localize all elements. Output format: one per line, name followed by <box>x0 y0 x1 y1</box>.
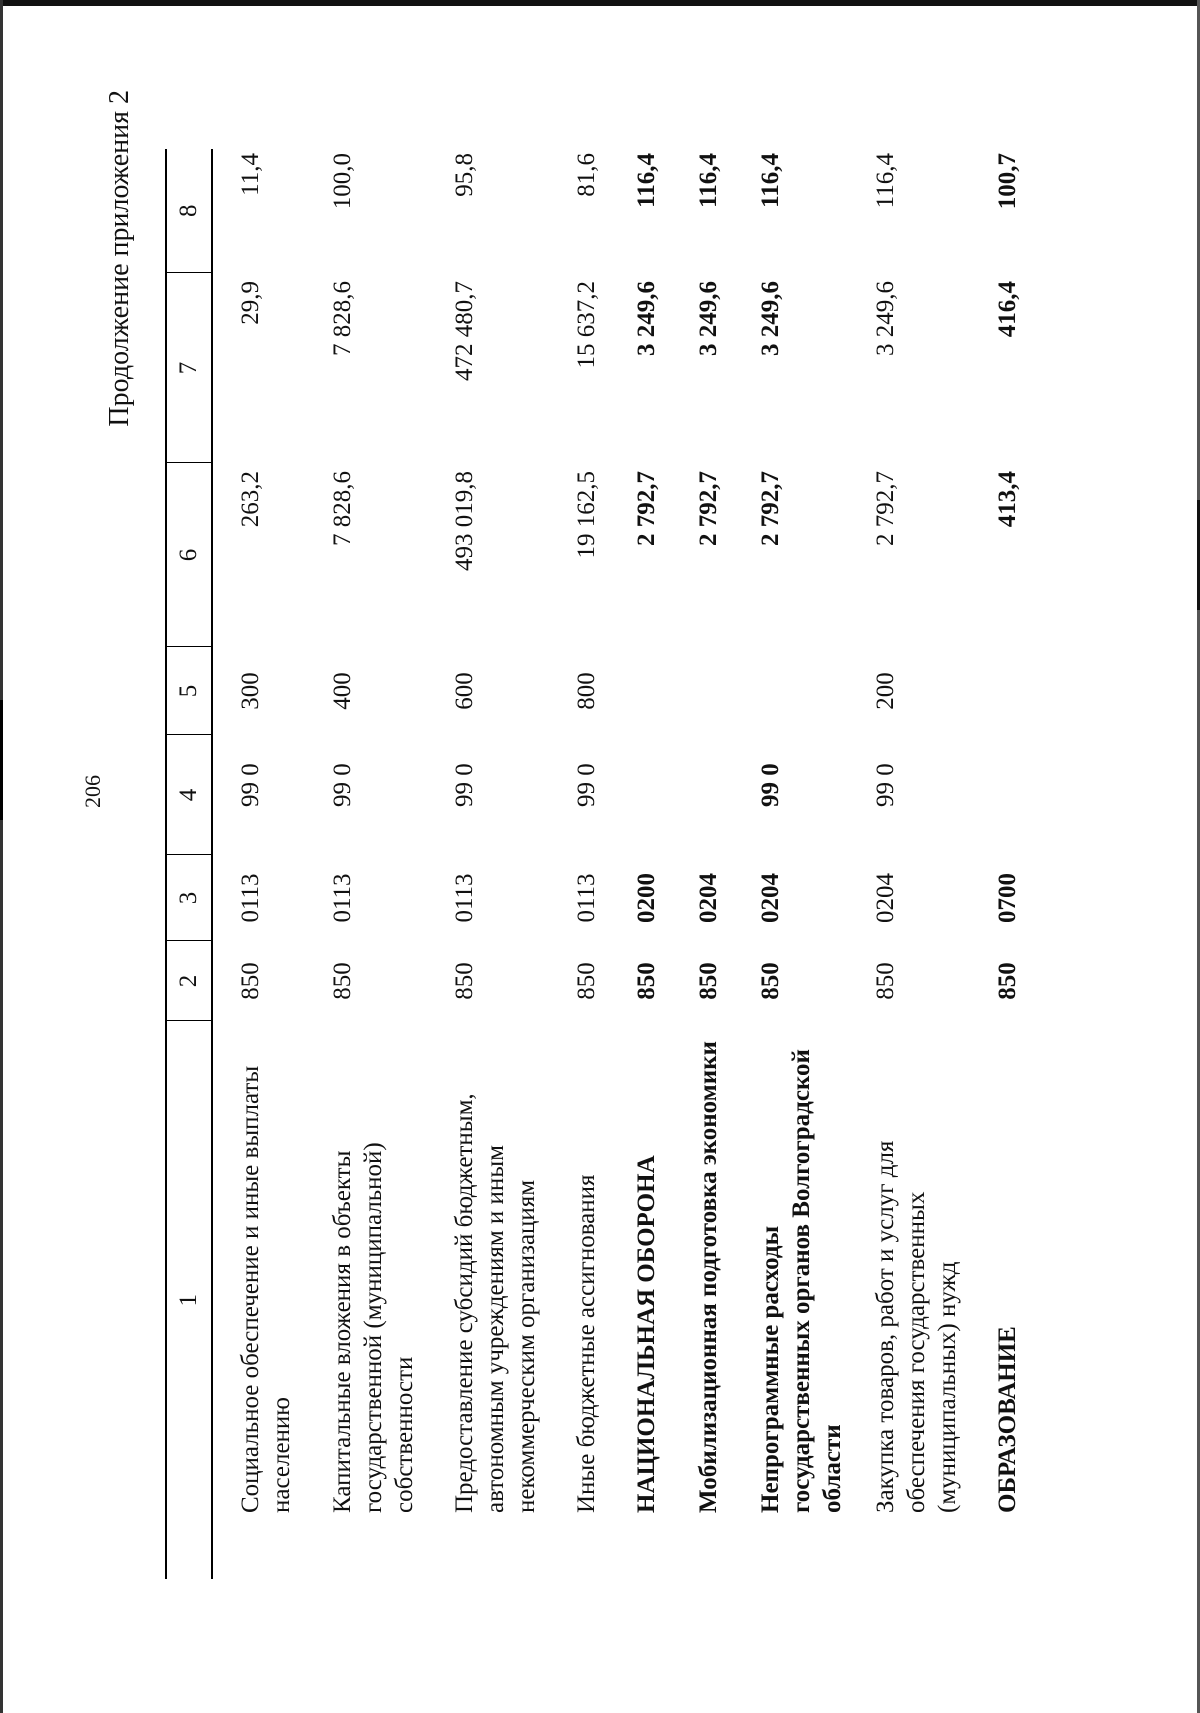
table-row <box>427 149 549 1579</box>
cell-col3: 0204 <box>695 873 722 923</box>
cell-col7: 3 249,6 <box>757 281 784 356</box>
cell-col7: 472 480,7 <box>451 281 478 381</box>
row-name: НАЦИОНАЛЬНАЯ ОБОРОНА <box>633 1155 660 1513</box>
cell-col3: 0700 <box>994 873 1021 923</box>
col-header-4: 4 <box>166 735 212 855</box>
cell-col6: 2 792,7 <box>695 471 722 546</box>
cell-col7: 15 637,2 <box>573 281 600 369</box>
cell-col5 <box>970 647 1032 735</box>
cell-col8: 81,6 <box>573 153 600 197</box>
col-header-2: 2 <box>166 941 212 1021</box>
cell-col8: 116,4 <box>633 153 660 208</box>
cell-col6: 2 792,7 <box>633 471 660 546</box>
cell-col4: 99 0 <box>573 763 600 807</box>
cell-col4: 99 0 <box>237 763 264 807</box>
cell-col8: 116,4 <box>695 153 722 208</box>
row-name: Непрограммные расходы государственных органов Волгоградской области <box>757 1049 846 1513</box>
cell-col7: 416,4 <box>994 281 1021 338</box>
cell-col2: 850 <box>633 962 660 1000</box>
cell-col5: 800 <box>573 672 600 710</box>
col-header-3: 3 <box>166 855 212 941</box>
row-name: Закупка товаров, работ и услуг для обеспечения государственных (муниципальных) нужд <box>872 1140 961 1513</box>
continuation-caption: Продолжение приложения 2 <box>104 90 135 427</box>
cell-col4 <box>970 735 1032 855</box>
cell-col5: 300 <box>237 672 264 710</box>
cell-col3: 0204 <box>872 873 899 923</box>
cell-col6: 413,4 <box>994 471 1021 528</box>
cell-col3: 0204 <box>757 873 784 923</box>
row-name: Иные бюджетные ассигнования <box>573 1174 600 1513</box>
cell-col2: 850 <box>573 962 600 1000</box>
cell-col7: 29,9 <box>237 281 264 325</box>
cell-col2: 850 <box>237 962 264 1000</box>
cell-col4: 99 0 <box>757 763 784 807</box>
cell-col8: 95,8 <box>451 153 478 197</box>
cell-col6: 2 792,7 <box>757 471 784 546</box>
cell-col2: 850 <box>695 962 722 1000</box>
cell-col8: 11,4 <box>237 153 264 196</box>
table-row <box>733 149 848 1579</box>
cell-col2: 850 <box>451 962 478 1000</box>
cell-col7: 3 249,6 <box>695 281 722 356</box>
cell-col6: 493 019,8 <box>451 471 478 571</box>
cell-col5 <box>671 647 733 735</box>
cell-col4: 99 0 <box>872 763 899 807</box>
col-header-7: 7 <box>166 273 212 463</box>
col-header-1: 1 <box>166 1021 212 1579</box>
cell-col4 <box>609 735 671 855</box>
cell-col5 <box>733 647 848 735</box>
table-row <box>970 149 1032 1579</box>
cell-col6: 7 828,6 <box>329 471 356 546</box>
table-row <box>848 149 970 1579</box>
row-name: Капитальные вложения в объекты государственной (муниципальной) собственности <box>329 1142 418 1513</box>
cell-col3: 0113 <box>573 873 600 923</box>
cell-col8: 100,0 <box>329 153 356 210</box>
cell-col2: 850 <box>872 962 899 1000</box>
page-number: 206 <box>80 775 105 808</box>
table-row <box>305 149 427 1579</box>
cell-col3: 0113 <box>329 873 356 923</box>
cell-col7: 3 249,6 <box>872 281 899 356</box>
cell-col3: 0200 <box>633 873 660 923</box>
cell-col8: 100,7 <box>994 153 1021 210</box>
table-row <box>549 149 609 1579</box>
budget-table <box>165 149 1032 1579</box>
cell-col4: 99 0 <box>329 763 356 807</box>
col-header-5: 5 <box>166 647 212 735</box>
cell-col2: 850 <box>994 962 1021 1000</box>
row-name: Мобилизационная подготовка экономики <box>695 1041 722 1513</box>
col-header-8: 8 <box>166 149 212 273</box>
cell-col2: 850 <box>757 962 784 1000</box>
col-header-6: 6 <box>166 463 212 647</box>
cell-col3: 0113 <box>451 873 478 923</box>
table-row <box>671 149 733 1579</box>
cell-col8: 116,4 <box>757 153 784 208</box>
cell-col6: 263,2 <box>237 471 264 528</box>
table-row <box>212 149 305 1579</box>
cell-col7: 3 249,6 <box>633 281 660 356</box>
row-name: ОБРАЗОВАНИЕ <box>994 1326 1021 1513</box>
cell-col5 <box>609 647 671 735</box>
cell-col6: 2 792,7 <box>872 471 899 546</box>
table-row <box>609 149 671 1579</box>
table-header-row <box>166 149 212 1579</box>
cell-col3: 0113 <box>237 873 264 923</box>
row-name: Социальное обеспечение и иные выплаты населению <box>237 1065 295 1513</box>
cell-col2: 850 <box>329 962 356 1000</box>
cell-col7: 7 828,6 <box>329 281 356 356</box>
row-name: Предоставление субсидий бюджетным, автономным учреждениям и иным некоммерческим организациям <box>451 1093 540 1513</box>
cell-col6: 19 162,5 <box>573 471 600 559</box>
cell-col5: 400 <box>329 672 356 710</box>
cell-col4: 99 0 <box>451 763 478 807</box>
cell-col4 <box>671 735 733 855</box>
cell-col8: 116,4 <box>872 153 899 209</box>
cell-col5: 200 <box>872 672 899 710</box>
cell-col5: 600 <box>451 672 478 710</box>
